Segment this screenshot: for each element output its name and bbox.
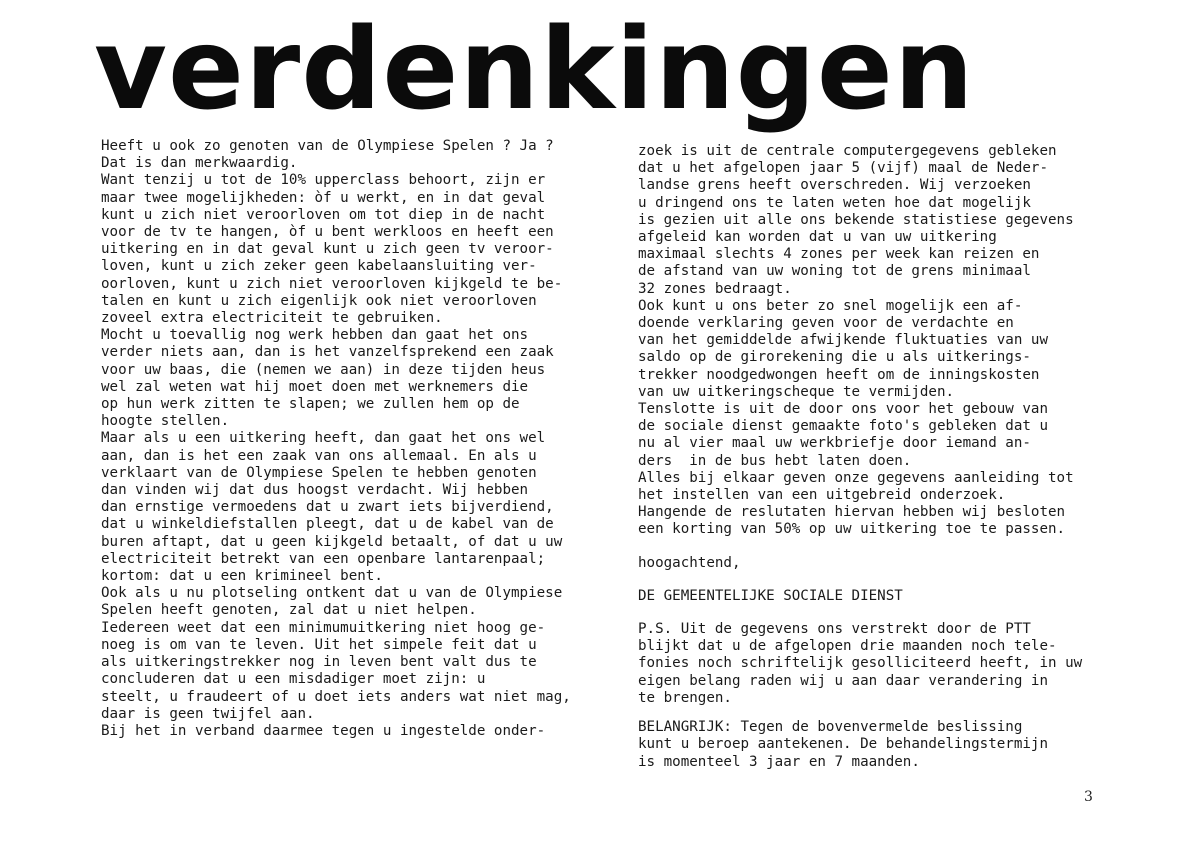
text-line: verklaart van de Olympiese Spelen te hebben genoten (101, 464, 537, 481)
text-line: buren aftapt, dat u geen kijkgeld betaalt, of dat u uw (101, 533, 563, 550)
text-line: saldo op de girorekening die u als uitkerings- (638, 349, 1031, 366)
ps-line: blijkt dat u de afgelopen drie maanden noch tele- (638, 638, 1057, 655)
ps-line: P.S. Uit de gegevens ons verstrekt door de PTT (638, 621, 1031, 638)
text-line: u dringend ons te laten weten hoe dat mogelijk (638, 194, 1031, 211)
text-line: dat u winkeldiefstallen pleegt, dat u de kabel van de (101, 516, 554, 533)
text-line: trekker noodgedwongen heeft om de inningskosten (638, 366, 1040, 383)
text-line: aan, dan is het een zaak van ons allemaal. En als u (101, 447, 537, 464)
right-column (638, 143, 1083, 771)
ps-line: eigen belang raden wij u aan daar verandering in (638, 672, 1048, 689)
text-line: noeg is om van te leven. Uit het simpele feit dat u (101, 636, 537, 653)
text-line: maximaal slechts 4 zones per week kan reizen en (638, 246, 1040, 263)
paragraph-gap (638, 539, 1068, 555)
text-line: oorloven, kunt u zich niet veroorloven kijkgeld te be- (101, 275, 563, 292)
text-line: daar is geen twijfel aan. (101, 705, 315, 722)
text-line: is gezien uit alle ons bekende statistiese gegevens (638, 211, 1074, 228)
text-line: Bij het in verband daarmee tegen u ingestelde onder- (101, 722, 546, 739)
text-line: doende verklaring geven voor de verdachte en (638, 315, 1014, 332)
text-line: uitkering en in dat geval kunt u zich geen tv veroor- (101, 241, 554, 258)
text-line: landse grens heeft overschreden. Wij verzoeken (638, 177, 1031, 194)
headline: verdenkingen (94, 5, 975, 135)
text-line: van uw uitkeringscheque te vermijden. (638, 383, 955, 400)
text-line: zoveel extra electriciteit te gebruiken. (101, 310, 443, 327)
text-line: loven, kunt u zich zeker geen kabelaansluiting ver- (101, 258, 537, 275)
text-line: wel zal weten wat hij moet doen met werknemers die (101, 378, 529, 395)
text-line: de afstand van uw woning tot de grens minimaal (638, 263, 1031, 280)
text-line: als uitkeringstrekker nog in leven bent valt dus te (101, 654, 537, 671)
text-line: dan vinden wij dat dus hoogst verdacht. Wij hebben (101, 482, 529, 499)
text-line: afgeleid kan worden dat u van uw uitkering (638, 229, 997, 246)
text-line: kortom: dat u een krimineel bent. (101, 568, 383, 585)
text-line: Maar als u een uitkering heeft, dan gaat het ons wel (101, 430, 546, 447)
text-line: nu al vier maal uw werkbriefje door iemand an- (638, 435, 1031, 452)
text-line: van het gemiddelde afwijkende fluktuaties van uw (638, 332, 1048, 349)
text-line: talen en kunt u zich eigenlijk ook niet veroorloven (101, 292, 537, 309)
paragraph-gap (638, 707, 1068, 719)
important-line: is momenteel 3 jaar en 7 maanden. (638, 753, 920, 770)
text-line: hoogte stellen. (101, 413, 230, 430)
important-line: BELANGRIJK: Tegen de bovenvermelde beslissing (638, 719, 1023, 736)
left-column (101, 138, 571, 740)
text-line: Hangende de reslutaten hiervan hebben wij besloten (638, 504, 1066, 521)
text-line: Tenslotte is uit de door ons voor het gebouw van (638, 401, 1048, 418)
text-line: Ook als u nu plotseling ontkent dat u van de Olympiese (101, 585, 563, 602)
paragraph-gap (638, 572, 1068, 588)
text-line: op hun werk zitten te slapen; we zullen hem op de (101, 396, 520, 413)
text-line: concluderen dat u een misdadiger moet zijn: u (101, 671, 486, 688)
text-line: Iedereen weet dat een minimumuitkering niet hoog ge- (101, 619, 546, 636)
text-line: Alles bij elkaar geven onze gegevens aanleiding tot (638, 469, 1074, 486)
text-line: Dat is dan merkwaardig. (101, 155, 298, 172)
closing-line: hoogachtend, (638, 554, 741, 571)
text-line: dan ernstige vermoedens dat u zwart iets bijverdiend, (101, 499, 554, 516)
paragraph-gap (638, 605, 1068, 621)
text-line: de sociale dienst gemaakte foto's gebleken dat u (638, 418, 1048, 435)
text-line: verder niets aan, dan is het vanzelfsprekend een zaak (101, 344, 554, 361)
text-line: steelt, u fraudeert of u doet iets anders wat niet mag, (101, 688, 571, 705)
text-line: Ook kunt u ons beter zo snel mogelijk een af- (638, 297, 1023, 314)
important-line: kunt u beroep aantekenen. De behandelingstermijn (638, 736, 1048, 753)
ps-line: te brengen. (638, 689, 732, 706)
text-line: kunt u zich niet veroorloven om tot diep in de nacht (101, 206, 546, 223)
text-line: electriciteit betrekt van een openbare lantarenpaal; (101, 550, 546, 567)
ps-line: fonies noch schriftelijk gesolliciteerd heeft, in uw (638, 655, 1083, 672)
text-line: zoek is uit de centrale computergegevens gebleken (638, 143, 1057, 159)
text-line: Want tenzij u tot de 10% upperclass behoort, zijn er (101, 172, 546, 189)
text-line: een korting van 50% op uw uitkering toe te passen. (638, 521, 1066, 538)
text-line: Heeft u ook zo genoten van de Olympiese Spelen ? Ja ? (101, 138, 554, 154)
text-line: 32 zones bedraagt. (638, 280, 792, 297)
text-line: maar twee mogelijkheden: òf u werkt, en in dat geval (101, 189, 546, 206)
text-line: dat u het afgelopen jaar 5 (vijf) maal de Neder- (638, 160, 1048, 177)
page-number: 3 (1084, 789, 1093, 805)
text-line: Spelen heeft genoten, zal dat u niet helpen. (101, 602, 477, 619)
text-line: ders in de bus hebt laten doen. (638, 452, 912, 469)
text-line: het instellen van een uitgebreid onderzoek. (638, 487, 1006, 504)
text-line: voor de tv te hangen, òf u bent werkloos en heeft een (101, 224, 554, 241)
text-line: voor uw baas, die (nemen we aan) in deze tijden heus (101, 361, 546, 378)
signature: DE GEMEENTELIJKE SOCIALE DIENST (638, 587, 903, 604)
text-line: Mocht u toevallig nog werk hebben dan gaat het ons (101, 327, 529, 344)
